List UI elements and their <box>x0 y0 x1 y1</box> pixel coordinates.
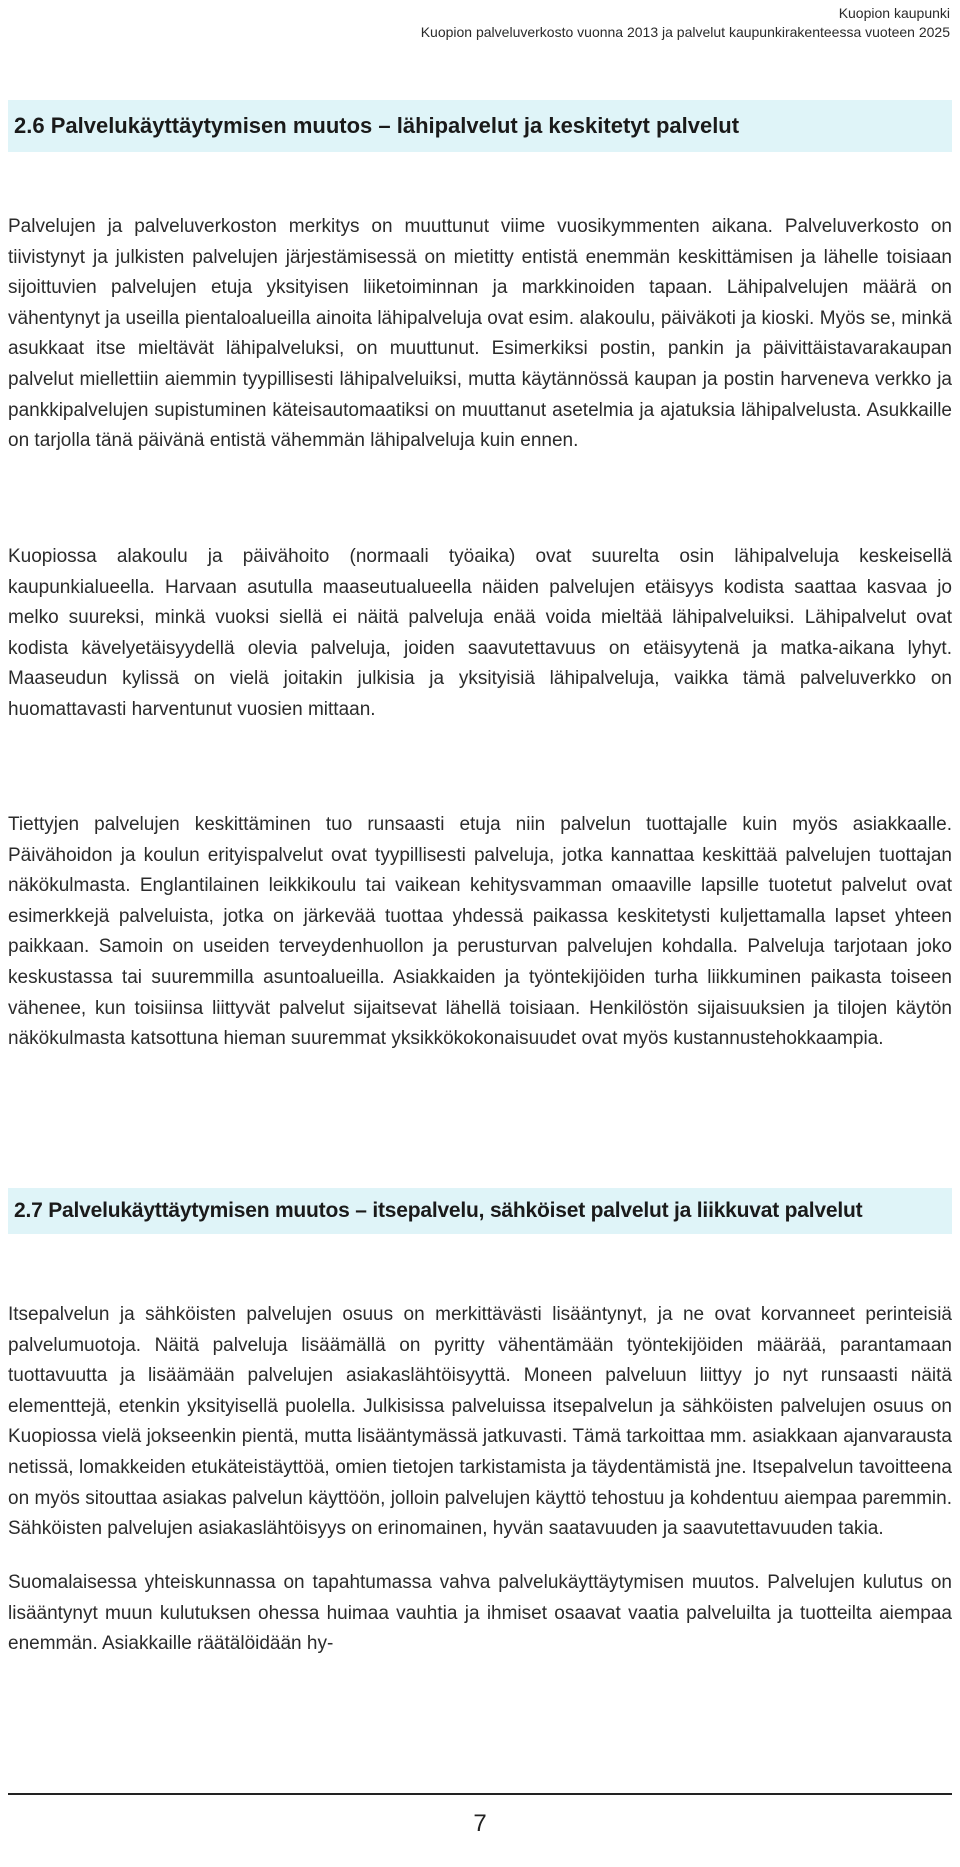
section-heading-2-6 <box>8 100 952 152</box>
section-heading-text: 2.7 Palvelukäyttäytymisen muutos – itsepalvelu, sähköiset palvelut ja liikkuvat palvelut <box>14 1199 863 1222</box>
paragraph: Palvelujen ja palveluverkoston merkitys on muuttunut viime vuosikymmenten aikana. Palveluverkosto on tiivistynyt ja julkisten palvelujen järjestämisessä on mietitty entistä enemmän keskittämisen ja lähelle toisiaan sijoittuvien palvelujen etuja yksityisen liiketoiminnan ja markkinoiden tapaan. Lähipalvelujen määrä on vähentynyt ja useilla pientaloalueilla ainoita lähipalveluja ovat esim. alakoulu, päiväkoti ja kioski. Myös se, minkä asukkaat itse mieltävät lähipalveluksi, on muuttunut. Esimerkiksi postin, pankin ja päivittäistavarakaupan palvelut miellettiin aiemmin tyypillisesti lähipalveluiksi, mutta käytännössä kaupan ja postin harveneva verkko ja pankkipalvelujen supistuminen käteisautomaatiksi on muuttanut asetelmia ja ajatuksia lähipalvelusta. Asukkaille on tarjolla tänä päivänä entistä vähemmän lähipalveluja kuin ennen. <box>8 216 952 452</box>
document-header <box>421 4 950 42</box>
paragraph: Suomalaisessa yhteiskunnassa on tapahtumassa vahva palvelukäyttäytymisen muutos. Palvelujen kulutus on lisääntynyt muun kulutuksen ohessa huimaa vauhtia ja ihmiset osaavat vaatia palveluilta ja tuotteilta aiempaa enemmän. Asiakkaille räätälöidään hy- <box>8 1572 952 1655</box>
header-document-title: Kuopion palveluverkosto vuonna 2013 ja palvelut kaupunkirakenteessa vuoteen 2025 <box>420 24 950 40</box>
header-organization: Kuopion kaupunki <box>838 5 950 21</box>
paragraph: Tiettyjen palvelujen keskittäminen tuo runsaasti etuja niin palvelun tuottajalle kuin myös asiakkaalle. Päivähoidon ja koulun erityispalvelut ovat tyypillisesti palveluja, jotka kannattaa keskittää palvelujen tuottajan näkökulmasta. Englantilainen leikkikoulu tai vaikean kehitysvamman omaaville lapsille tuotetut palvelut ovat esimerkkejä palveluista, jotka on järkevää tuottaa yhdessä paikassa keskitetysti kuljettamalla lapset yhteen paikkaan. Samoin on useiden terveydenhuollon ja perusturvan palvelujen kohdalla. Palveluja tarjotaan joko keskustassa tai suuremmilla asuntoalueilla. Asiakkaiden ja työntekijöiden turha liikkuminen paikasta toiseen vähenee, kun toisiinsa liittyvät palvelut sijaitsevat lähellä toisiaan. Henkilöstön sijaisuuksien ja tilojen käytön näkökulmasta katsottuna hieman suuremmat yksikkökokonaisuudet ovat myös kustannustehokkaampia. <box>8 814 952 1050</box>
footer-divider <box>8 1793 952 1795</box>
page-number: 7 <box>473 1810 487 1837</box>
section-heading-text: 2.6 Palvelukäyttäytymisen muutos – lähipalvelut ja keskitetyt palvelut <box>14 113 740 138</box>
paragraph: Itsepalvelun ja sähköisten palvelujen osuus on merkittävästi lisääntynyt, ja ne ovat korvanneet perinteisiä palvelumuotoja. Näitä palveluja lisäämällä on pyritty vähentämään työntekijöiden määrää, parantamaan tuottavuutta ja lisäämään palvelujen asiakaslähtöisyyttä. Moneen palveluun liittyy jo nyt runsaasti näitä elementtejä, etenkin yksityisellä puolella. Julkisissa palveluissa itsepalvelun ja sähköisten palvelujen osuus on Kuopiossa vielä jokseenkin pientä, mutta lisääntymässä jatkuvasti. Tämä tarkoittaa mm. asiakkaan ajanvarausta netissä, lomakkeiden etukäteistäyttöä, omien tietojen tarkistamista ja täydentämistä jne. Itsepalvelun tavoitteena on myös sitouttaa asiakas palvelun käyttöön, jolloin palvelujen käyttö tehostuu ja kohdentuu aiempaa paremmin. Sähköisten palvelujen asiakaslähtöisyys on erinomainen, hyvän saatavuuden ja saavutettavuuden takia. <box>8 1304 952 1540</box>
paragraph: Kuopiossa alakoulu ja päivähoito (normaali työaika) ovat suurelta osin lähipalveluja keskeisellä kaupunkialueella. Harvaan asutulla maaseutualueella näiden palvelujen etäisyys kodista saattaa kasvaa jo melko suureksi, minkä vuoksi siellä ei näitä palveluja enää voida mieltää lähipalveluiksi. Lähipalvelut ovat kodista kävelyetäisyydellä olevia palveluja, joiden saavutettavuus on etäisyytenä ja matka-aikana lyhyt. Maaseudun kylissä on vielä joitakin julkisia ja yksityisiä lähipalveluja, vaikka tämä palveluverkko on huomattavasti harventunut vuosien mittaan. <box>8 546 952 720</box>
section-heading-2-7 <box>8 1188 952 1234</box>
